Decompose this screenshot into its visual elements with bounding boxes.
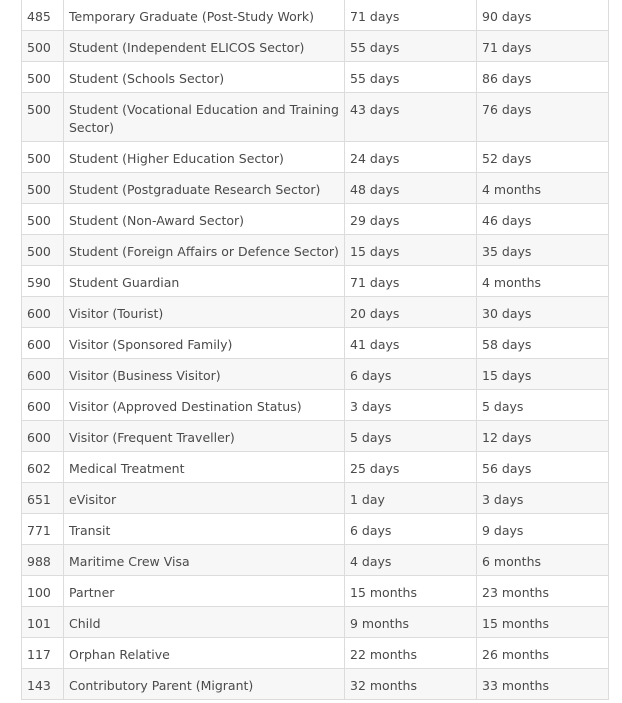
- processing-90-cell: 9 days: [477, 514, 609, 545]
- processing-90-cell: 6 months: [477, 545, 609, 576]
- processing-90-cell: 4 months: [477, 173, 609, 204]
- processing-75-cell: 71 days: [345, 0, 477, 31]
- subclass-cell: 500: [22, 173, 64, 204]
- subclass-cell: 485: [22, 0, 64, 31]
- processing-75-cell: 20 days: [345, 297, 477, 328]
- processing-75-cell: 5 days: [345, 421, 477, 452]
- visa-name-cell: Student (Higher Education Sector): [64, 142, 345, 173]
- processing-90-cell: 46 days: [477, 204, 609, 235]
- subclass-cell: 600: [22, 421, 64, 452]
- subclass-cell: 101: [22, 607, 64, 638]
- table-row: [22, 421, 609, 452]
- processing-75-cell: 6 days: [345, 514, 477, 545]
- table-row: [22, 0, 609, 31]
- processing-90-cell: 26 months: [477, 638, 609, 669]
- subclass-cell: 600: [22, 328, 64, 359]
- processing-75-cell: 6 days: [345, 359, 477, 390]
- processing-90-cell: 4 months: [477, 266, 609, 297]
- table-row: [22, 638, 609, 669]
- visa-name-cell: Visitor (Approved Destination Status): [64, 390, 345, 421]
- visa-name-cell: Student (Non-Award Sector): [64, 204, 345, 235]
- processing-75-cell: 32 months: [345, 669, 477, 700]
- subclass-cell: 600: [22, 359, 64, 390]
- processing-75-cell: 15 months: [345, 576, 477, 607]
- processing-90-cell: 76 days: [477, 93, 609, 142]
- subclass-cell: 988: [22, 545, 64, 576]
- subclass-cell: 602: [22, 452, 64, 483]
- processing-90-cell: 30 days: [477, 297, 609, 328]
- visa-name-cell: eVisitor: [64, 483, 345, 514]
- visa-name-cell: Student (Schools Sector): [64, 62, 345, 93]
- visa-name-cell: Medical Treatment: [64, 452, 345, 483]
- subclass-cell: 500: [22, 31, 64, 62]
- processing-75-cell: 9 months: [345, 607, 477, 638]
- table-row: [22, 142, 609, 173]
- visa-processing-table-container: [21, 0, 608, 700]
- processing-90-cell: 52 days: [477, 142, 609, 173]
- visa-processing-table: [21, 0, 609, 700]
- visa-name-cell: Visitor (Frequent Traveller): [64, 421, 345, 452]
- visa-name-cell: Student (Foreign Affairs or Defence Sector): [64, 235, 345, 266]
- processing-90-cell: 56 days: [477, 452, 609, 483]
- processing-75-cell: 1 day: [345, 483, 477, 514]
- subclass-cell: 500: [22, 93, 64, 142]
- table-row: [22, 328, 609, 359]
- processing-75-cell: 22 months: [345, 638, 477, 669]
- subclass-cell: 600: [22, 390, 64, 421]
- subclass-cell: 500: [22, 142, 64, 173]
- table-row: [22, 204, 609, 235]
- processing-90-cell: 90 days: [477, 0, 609, 31]
- processing-75-cell: 15 days: [345, 235, 477, 266]
- table-row: [22, 576, 609, 607]
- table-row: [22, 545, 609, 576]
- subclass-cell: 117: [22, 638, 64, 669]
- visa-name-cell: Student (Postgraduate Research Sector): [64, 173, 345, 204]
- visa-name-cell: Maritime Crew Visa: [64, 545, 345, 576]
- subclass-cell: 590: [22, 266, 64, 297]
- visa-name-cell: Student Guardian: [64, 266, 345, 297]
- processing-75-cell: 55 days: [345, 62, 477, 93]
- visa-name-cell: Partner: [64, 576, 345, 607]
- processing-75-cell: 25 days: [345, 452, 477, 483]
- processing-90-cell: 58 days: [477, 328, 609, 359]
- processing-75-cell: 55 days: [345, 31, 477, 62]
- processing-90-cell: 12 days: [477, 421, 609, 452]
- processing-75-cell: 29 days: [345, 204, 477, 235]
- visa-name-cell: Orphan Relative: [64, 638, 345, 669]
- processing-90-cell: 71 days: [477, 31, 609, 62]
- processing-90-cell: 15 days: [477, 359, 609, 390]
- subclass-cell: 771: [22, 514, 64, 545]
- table-row: [22, 483, 609, 514]
- table-row: [22, 235, 609, 266]
- subclass-cell: 500: [22, 204, 64, 235]
- table-row: [22, 607, 609, 638]
- processing-75-cell: 48 days: [345, 173, 477, 204]
- subclass-cell: 500: [22, 62, 64, 93]
- processing-75-cell: 41 days: [345, 328, 477, 359]
- processing-75-cell: 4 days: [345, 545, 477, 576]
- processing-75-cell: 71 days: [345, 266, 477, 297]
- processing-90-cell: 3 days: [477, 483, 609, 514]
- visa-name-cell: Student (Vocational Education and Training Sector): [64, 93, 345, 142]
- table-row: [22, 173, 609, 204]
- processing-90-cell: 35 days: [477, 235, 609, 266]
- subclass-cell: 651: [22, 483, 64, 514]
- table-row: [22, 266, 609, 297]
- processing-75-cell: 3 days: [345, 390, 477, 421]
- processing-90-cell: 23 months: [477, 576, 609, 607]
- processing-90-cell: 15 months: [477, 607, 609, 638]
- visa-name-cell: Visitor (Tourist): [64, 297, 345, 328]
- visa-name-cell: Visitor (Business Visitor): [64, 359, 345, 390]
- processing-75-cell: 43 days: [345, 93, 477, 142]
- table-row: [22, 452, 609, 483]
- subclass-cell: 143: [22, 669, 64, 700]
- visa-name-cell: Child: [64, 607, 345, 638]
- table-row: [22, 297, 609, 328]
- table-row: [22, 669, 609, 700]
- table-row: [22, 31, 609, 62]
- processing-75-cell: 24 days: [345, 142, 477, 173]
- visa-name-cell: Visitor (Sponsored Family): [64, 328, 345, 359]
- visa-name-cell: Temporary Graduate (Post-Study Work): [64, 0, 345, 31]
- processing-90-cell: 86 days: [477, 62, 609, 93]
- table-row: [22, 359, 609, 390]
- subclass-cell: 100: [22, 576, 64, 607]
- table-row: [22, 62, 609, 93]
- subclass-cell: 600: [22, 297, 64, 328]
- processing-90-cell: 33 months: [477, 669, 609, 700]
- table-row: [22, 93, 609, 142]
- subclass-cell: 500: [22, 235, 64, 266]
- processing-90-cell: 5 days: [477, 390, 609, 421]
- visa-name-cell: Contributory Parent (Migrant): [64, 669, 345, 700]
- visa-name-cell: Student (Independent ELICOS Sector): [64, 31, 345, 62]
- table-row: [22, 390, 609, 421]
- visa-name-cell: Transit: [64, 514, 345, 545]
- table-row: [22, 514, 609, 545]
